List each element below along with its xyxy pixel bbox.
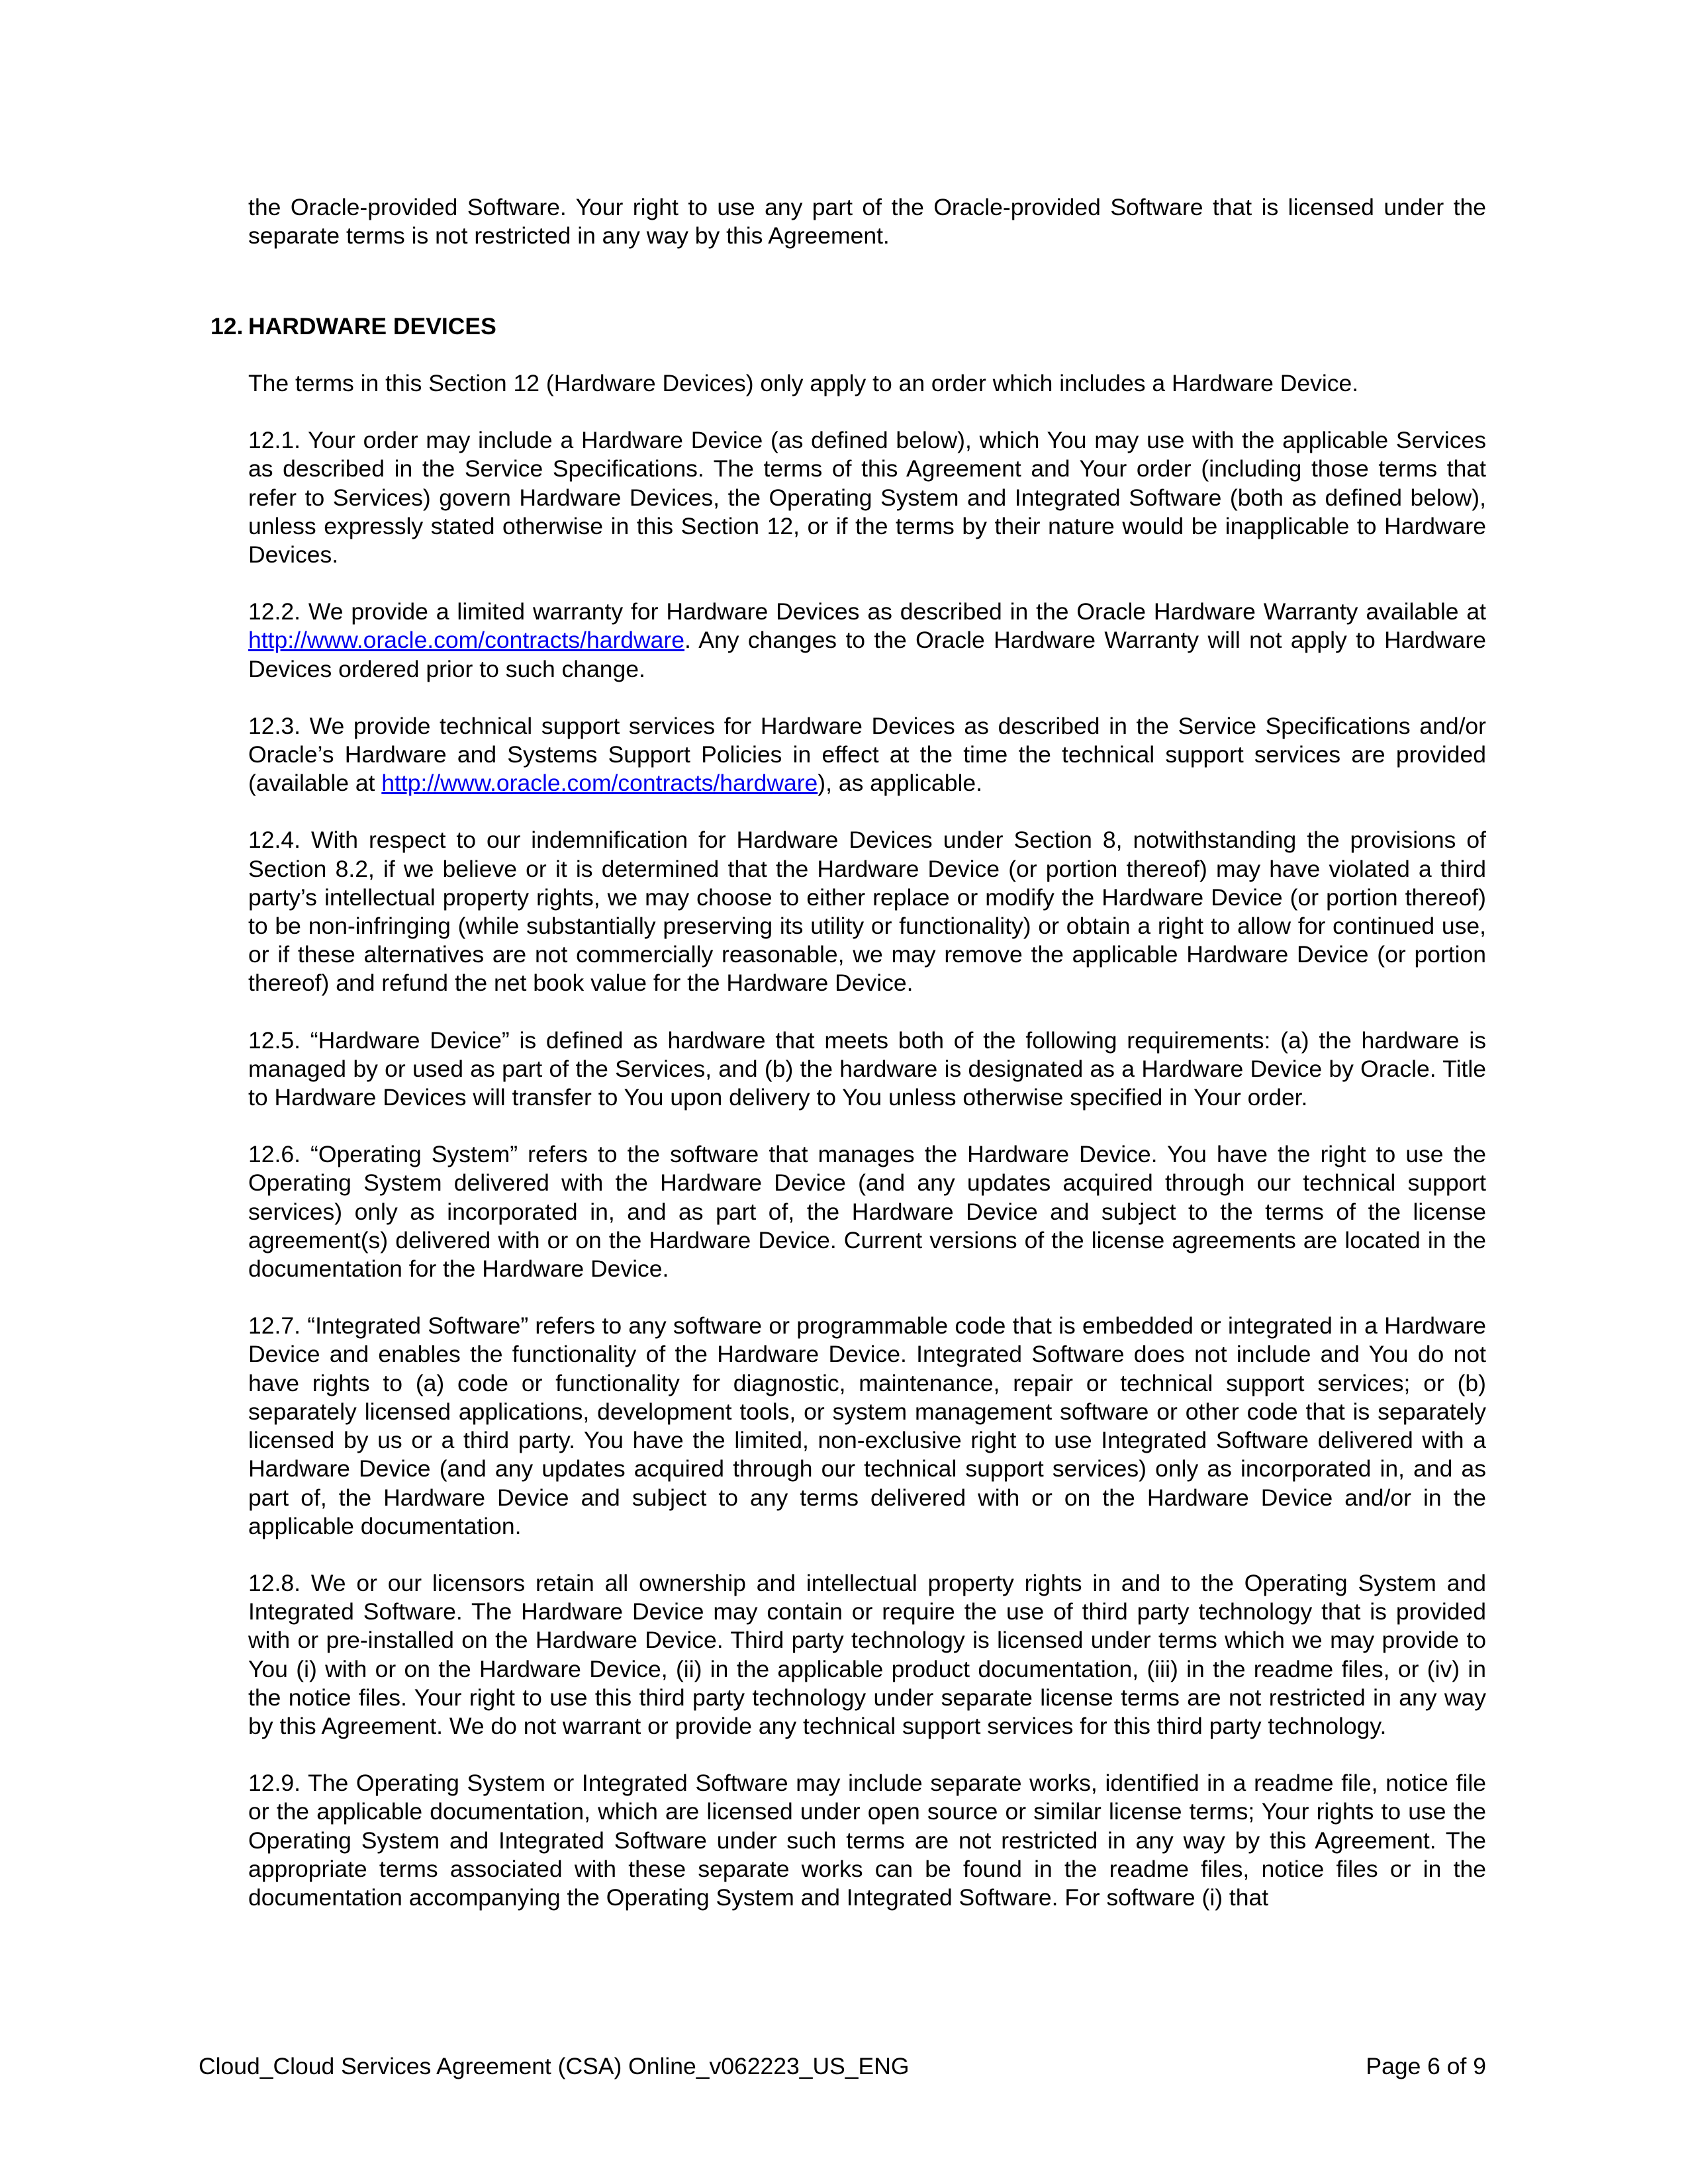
section-intro: The terms in this Section 12 (Hardware Devices) only apply to an order which includes a Hardware Device. — [248, 370, 1359, 396]
paragraph-12-3-text-after: ), as applicable. — [818, 770, 982, 797]
paragraph-12-8: 12.8. We or our licensors retain all ownership and intellectual property rights in and to the Operating System and Integrated Software. The Hardware Device may contain or require the use of third party technology that is provided with or pre-installed on the Hardware Device. Third party technology is licensed under terms which we may provide to You (i) with or on the Hardware Device, (ii) in the applicable product documentation, (iii) in the readme files, or (iv) in the notice files. Your right to use this third party technology under separate license terms are not restricted in any way by this Agreement. We do not warrant or provide any technical support services for this third party technology. — [248, 1569, 1486, 1739]
hardware-warranty-link[interactable]: http://www.oracle.com/contracts/hardware — [248, 627, 684, 654]
paragraph-12-4: 12.4. With respect to our indemnification for Hardware Devices under Section 8, notwithstanding the provisions of Section 8.2, if we believe or it is determined that the Hardware Device (or portion thereof) may have violated a third party’s intellectual property rights, we may choose to either replace or modify the Hardware Device (or portion thereof) to be non-infringing (while substantially preserving its utility or functionality) or obtain a right to allow for continued use, or if these alternatives are not commercially reasonable, we may remove the applicable Hardware Device (or portion thereof) and refund the net book value for the Hardware Device. — [248, 827, 1486, 997]
section-title: HARDWARE DEVICES — [248, 313, 496, 340]
paragraph-12-6: 12.6. “Operating System” refers to the software that manages the Hardware Device. You have the right to use the Operating System delivered with the Hardware Device (and any updates acquired through our technical support services) only as incorporated in, and as part of, the Hardware Device and subject to the terms of the license agreement(s) delivered with or on the Hardware Device. Current versions of the license agreements are located in the documentation for the Hardware Device. — [248, 1141, 1486, 1283]
paragraph-12-1: 12.1. Your order may include a Hardware Device (as defined below), which You may use with the applicable Services as described in the Service Specifications. The terms of this Agreement and Your order (including those terms that refer to Services) govern Hardware Devices, the Operating System and Integrated Software (both as defined below), unless expressly stated otherwise in this Section 12, or if the terms by their nature would be inapplicable to Hardware Devices. — [248, 427, 1486, 569]
section-body — [248, 369, 1486, 1912]
paragraph-12-5: 12.5. “Hardware Device” is defined as hardware that meets both of the following requirements: (a) the hardware is managed by or used as part of the Services, and (b) the hardware is designated as a Hardware Device by Oracle. Title to Hardware Devices will transfer to You upon delivery to You unless otherwise specified in Your order. — [248, 1026, 1486, 1111]
paragraph-12-7: 12.7. “Integrated Software” refers to any software or programmable code that is embedded or integrated in a Hardware Device and enables the functionality of the Hardware Device. Integrated Software does not include and You do not have rights to (a) code or functionality for diagnostic, maintenance, repair or technical support services; or (b) separately licensed applications, development tools, or system management software or other code that is separately licensed by us or a third party. You have the limited, non-exclusive right to use Integrated Software delivered with a Hardware Device (and any updates acquired through our technical support services) only as incorporated in, and as part of, the Hardware Device and subject to any terms delivered with or on the Hardware Device and/or in the applicable documentation. — [248, 1312, 1486, 1539]
paragraph-12-2 — [248, 598, 1486, 684]
intro-paragraph: the Oracle-provided Software. Your right to use any part of the Oracle-provided Software that is licensed under the separate terms is not restricted in any way by this Agreement. — [248, 194, 1486, 250]
section-number: 12. — [211, 313, 244, 340]
paragraph-12-3 — [248, 712, 1486, 798]
paragraph-12-3-text-before: 12.3. We provide technical support services for Hardware Devices as described in the Service Specifications and/or Oracle’s Hardware and Systems Support Policies in effect at the time the technical support services are provided (available at — [248, 712, 1486, 797]
paragraph-12-9: 12.9. The Operating System or Integrated Software may include separate works, identified in a readme file, notice file or the applicable documentation, which are licensed under open source or similar license terms; Your rights to use the Operating System and Integrated Software under such terms are not restricted in any way by this Agreement. The appropriate terms associated with these separate works can be found in the readme files, notice files or in the documentation accompanying the Operating System and Integrated Software. For software (i) that — [248, 1770, 1486, 1911]
document-body — [248, 193, 1486, 250]
footer-document-title: Cloud_Cloud Services Agreement (CSA) Online_v062223_US_ENG — [199, 2053, 910, 2079]
hardware-support-link[interactable]: http://www.oracle.com/contracts/hardware — [381, 770, 818, 797]
footer-page-number: Page 6 of 9 — [1366, 2053, 1486, 2079]
paragraph-12-2-text-before: 12.2. We provide a limited warranty for Hardware Devices as described in the Oracle Hardware Warranty available at — [248, 598, 1486, 625]
paragraph-12-2-text-after: . Any changes to the Oracle Hardware Warranty will not apply to Hardware Devices ordered prior to such change. — [248, 627, 1486, 682]
section-heading — [211, 312, 496, 341]
